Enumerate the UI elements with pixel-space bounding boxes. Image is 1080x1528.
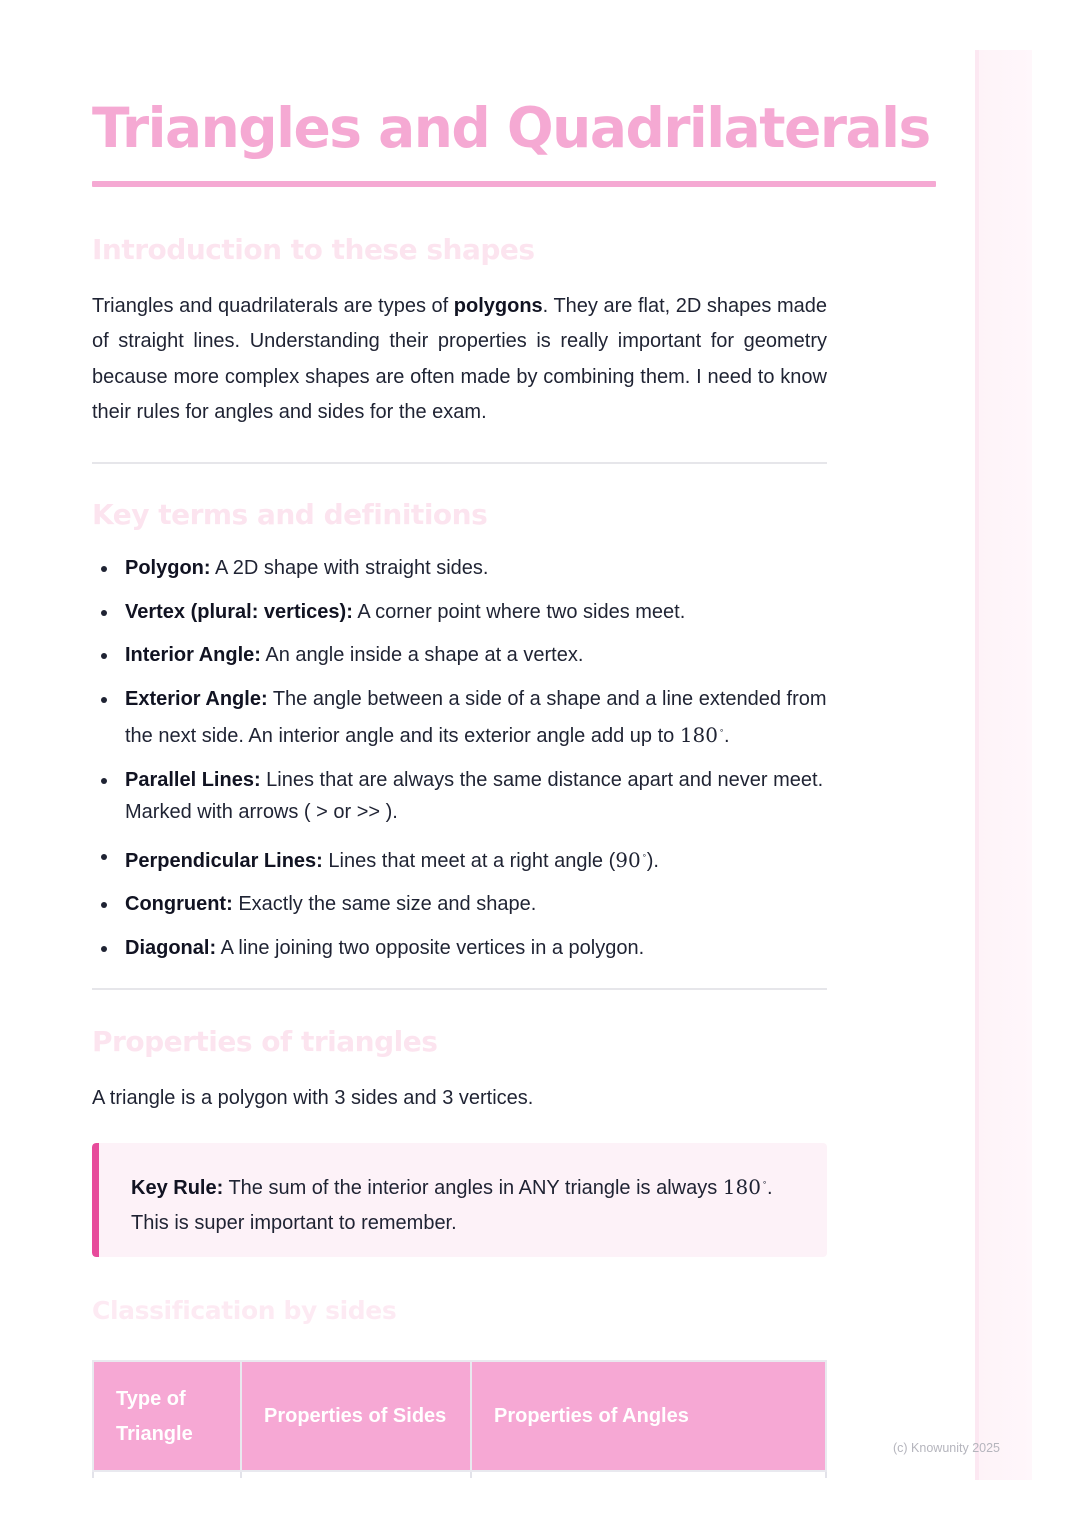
callout-text: [131, 1165, 811, 1241]
intro-paragraph: [92, 289, 827, 430]
classification-table: [92, 1360, 827, 1478]
subsection-heading-classification: Classification by sides: [92, 1296, 397, 1325]
degree-symbol: ∘: [761, 1178, 767, 1187]
table-row: [93, 1471, 826, 1478]
list-item: [92, 840, 827, 878]
title-underline: [92, 181, 936, 187]
term-definition-end: .: [724, 725, 730, 747]
page-edge-strip: [975, 50, 1032, 1480]
section-heading-introduction: Introduction to these shapes: [92, 233, 535, 266]
term-definition: The angle between a side of a shape and a line extended from the next side. An interior angle and its exterior angle add up to: [125, 687, 827, 747]
intro-text-end: . They are flat, 2D shapes made of straight lines. Understanding their properties is really important for geometry because more complex shapes are often made by combining them. I need to know their rules for angles and sides for the exam.: [92, 295, 827, 423]
term-definition-end: ).: [646, 849, 659, 872]
list-item: [92, 552, 827, 585]
table-header-row: [93, 1361, 826, 1471]
degree-symbol: ∘: [719, 726, 725, 735]
term-definition: Lines that are always the same distance apart and never meet. Marked with arrows ( > or >> ).: [125, 768, 824, 823]
column-header-type: Type of Triangle: [93, 1361, 241, 1471]
term-label: Vertex (plural: vertices):: [125, 600, 353, 623]
callout-body: The sum of the interior angles in ANY triangle is always: [223, 1177, 723, 1199]
term-definition: An angle inside a shape at a vertex.: [260, 644, 584, 666]
math-value: 180: [722, 1175, 761, 1199]
table-cell: [471, 1471, 826, 1478]
term-label: Congruent:: [125, 893, 233, 915]
term-definition: Exactly the same size and shape.: [232, 893, 537, 915]
list-item: [92, 764, 827, 829]
intro-bold-term: polygons: [453, 295, 543, 317]
section-divider: [92, 988, 827, 990]
callout-accent-bar: [92, 1143, 99, 1257]
term-definition: A line joining two opposite vertices in a polygon.: [216, 936, 645, 959]
callout-body-end: . This is super important to remember.: [131, 1177, 773, 1234]
intro-text-start: Triangles and quadrilaterals are types of: [92, 295, 454, 317]
term-label: Interior Angle:: [125, 644, 261, 666]
list-item: [92, 683, 827, 753]
term-definition: Lines that meet at a right angle (: [322, 849, 616, 872]
section-heading-triangles: Properties of triangles: [92, 1025, 438, 1058]
key-rule-callout: [92, 1143, 827, 1257]
math-value: 90: [615, 847, 641, 872]
copyright-footer: (c) Knowunity 2025: [893, 1441, 1001, 1455]
callout-label: Key Rule:: [131, 1177, 224, 1199]
key-terms-list: [92, 552, 827, 975]
section-heading-key-terms: Key terms and definitions: [92, 498, 488, 531]
column-header-sides: Properties of Sides: [241, 1361, 471, 1471]
term-label: Parallel Lines:: [125, 768, 261, 791]
classification-table-container: [92, 1360, 827, 1478]
term-definition: A 2D shape with straight sides.: [210, 557, 489, 579]
section-divider: [92, 462, 827, 464]
term-label: Exterior Angle:: [125, 687, 268, 710]
degree-symbol: ∘: [641, 850, 647, 860]
list-item: [92, 639, 827, 672]
math-value: 180: [679, 723, 718, 747]
list-item: [92, 596, 827, 629]
column-header-angles: Properties of Angles: [471, 1361, 826, 1471]
page-title: Triangles and Quadrilaterals: [92, 96, 930, 160]
term-label: Perpendicular Lines:: [125, 849, 323, 872]
list-item: [92, 888, 827, 921]
term-definition: A corner point where two sides meet.: [352, 600, 686, 623]
table-cell: [241, 1471, 471, 1478]
table-cell: [93, 1471, 241, 1478]
triangles-intro-paragraph: A triangle is a polygon with 3 sides and 3 vertices.: [92, 1087, 534, 1109]
list-item: [92, 932, 827, 965]
term-label: Diagonal:: [125, 936, 217, 959]
term-label: Polygon:: [125, 557, 211, 579]
